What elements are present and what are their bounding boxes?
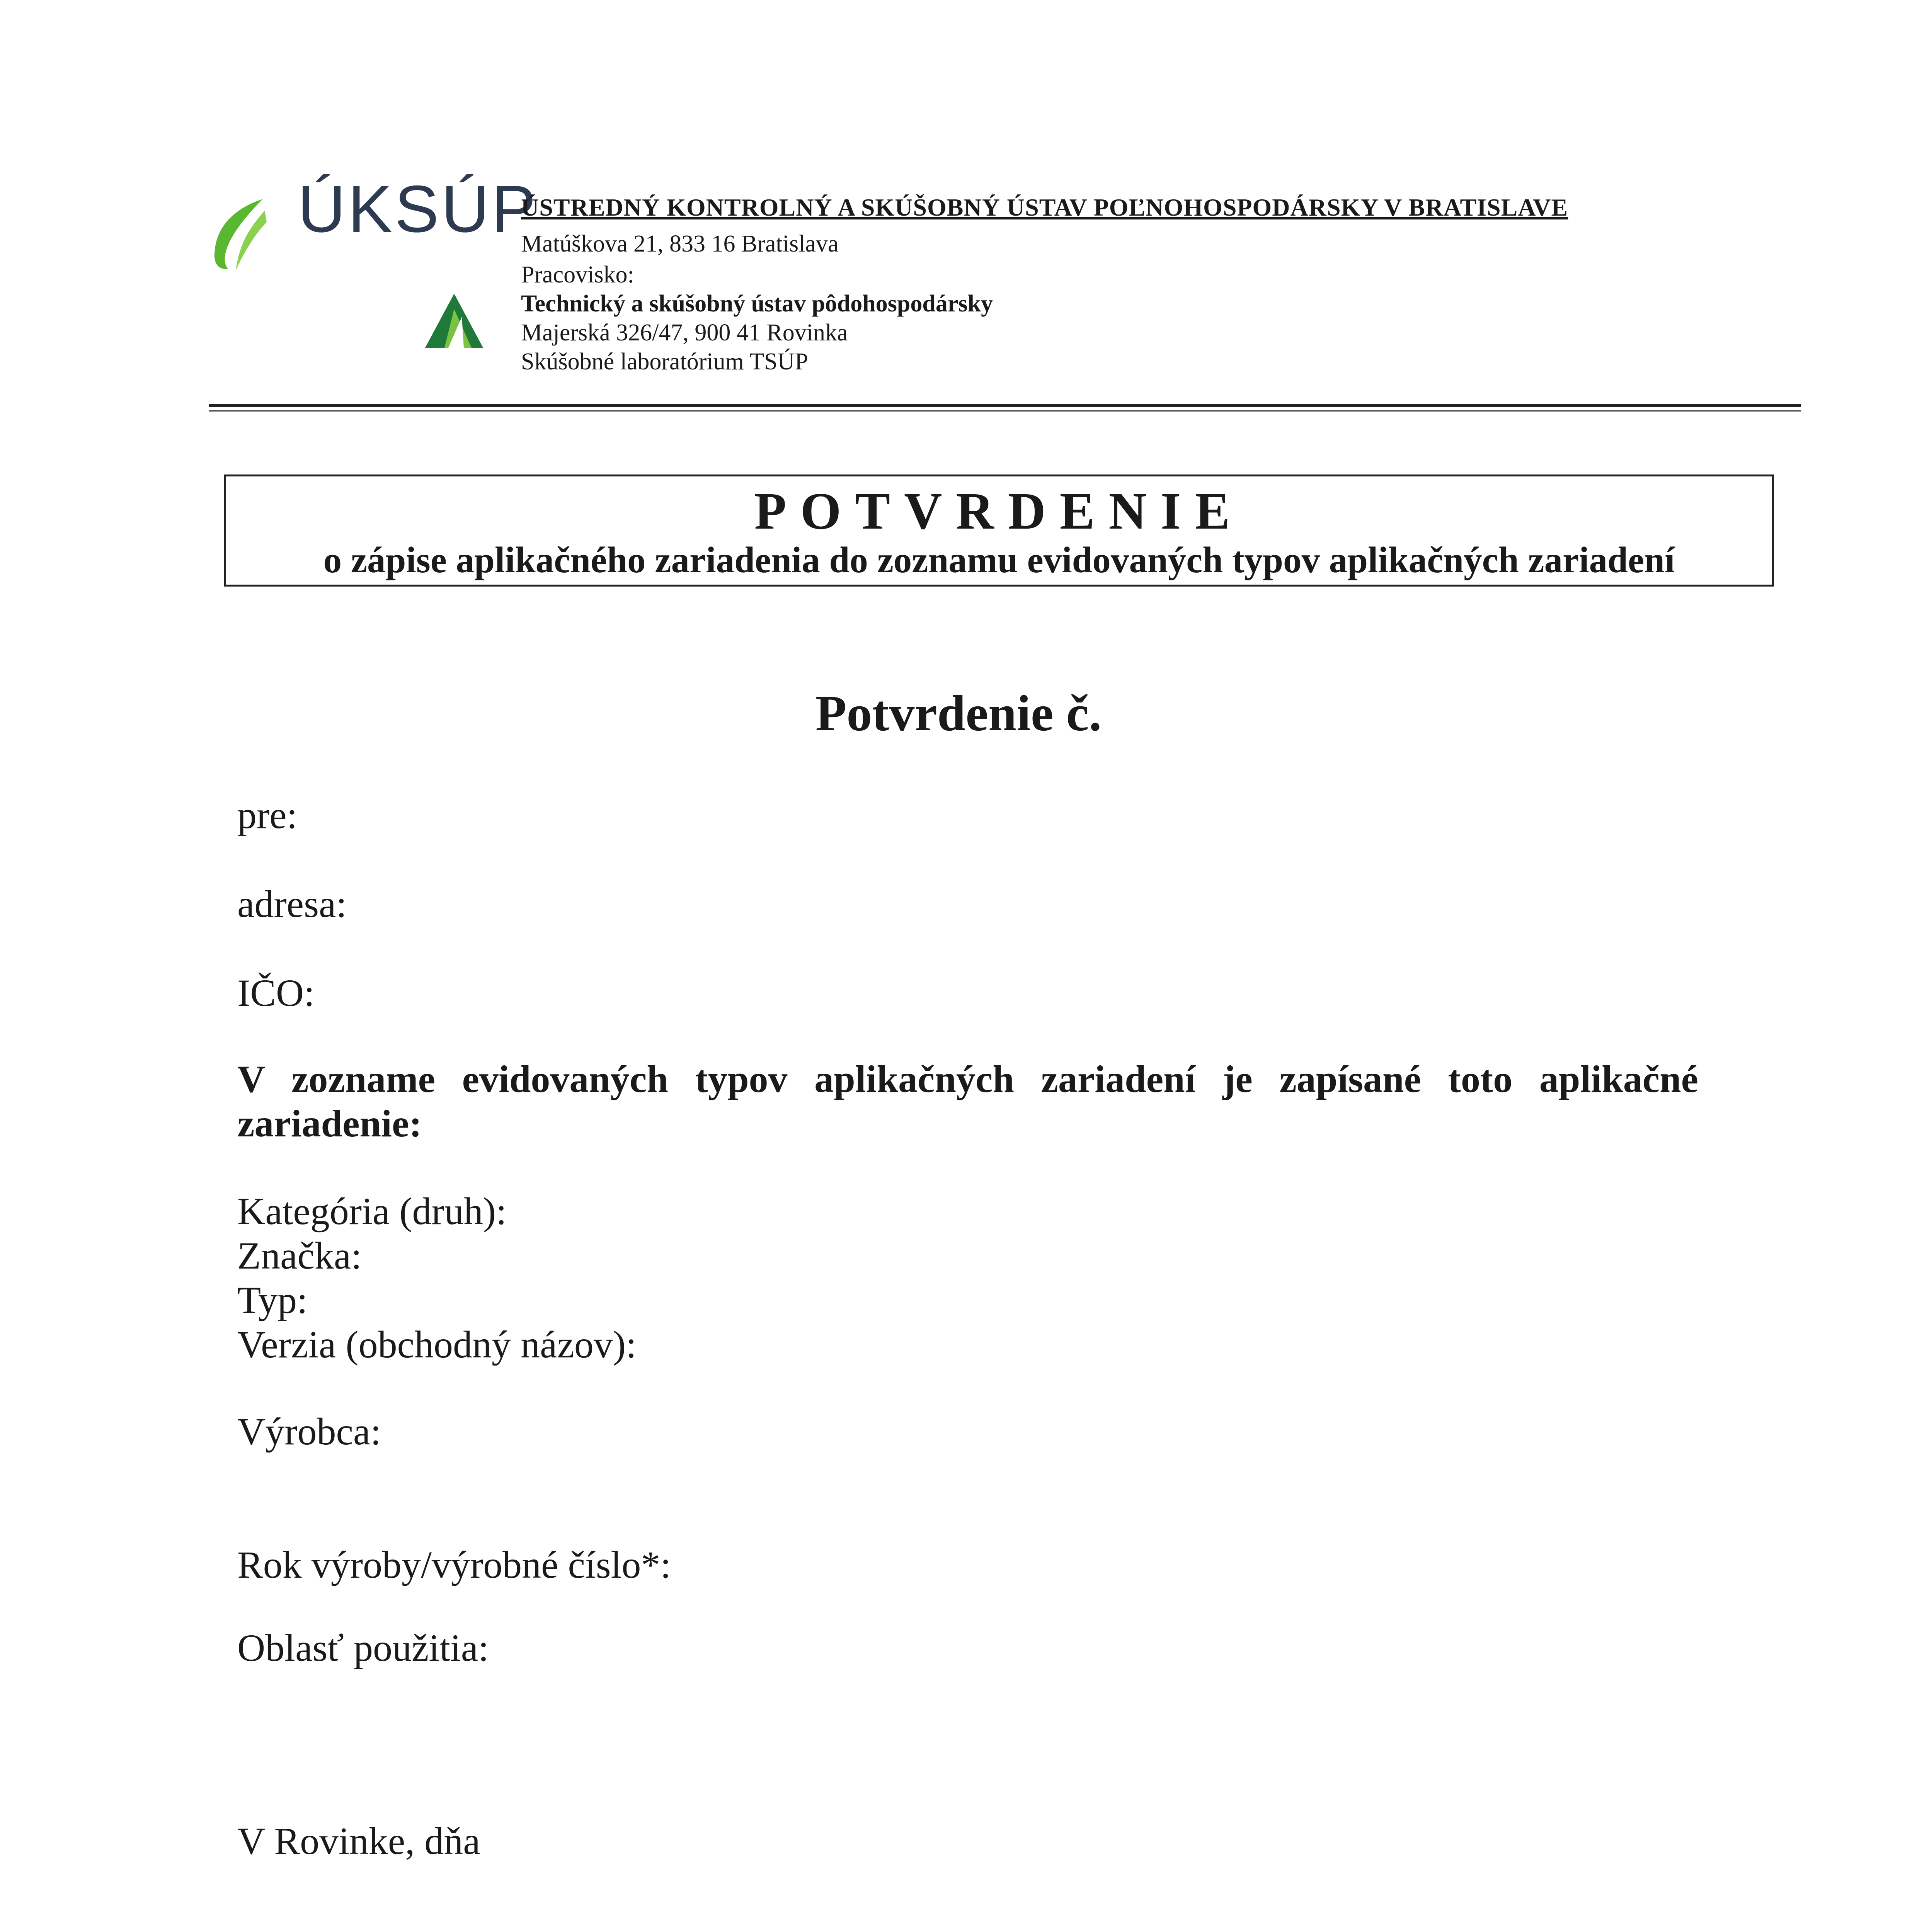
- workplace-address: Majerská 326/47, 900 41 Rovinka: [521, 320, 848, 346]
- year-serial-label: Rok výroby/výrobné číslo*:: [237, 1543, 671, 1586]
- workplace-name: Technický a skúšobný ústav pôdohospodársky: [521, 291, 993, 317]
- document-subtitle: o zápise aplikačného zariadenia do zoznamu evidovaných typov aplikačných zariadení: [323, 539, 1675, 580]
- type-label: Typ:: [237, 1279, 308, 1321]
- certificate-number-label: Potvrdenie č.: [815, 685, 1102, 742]
- place-date-label: V Rovinke, dňa: [237, 1820, 480, 1862]
- institution-address: Matúškova 21, 833 16 Bratislava: [521, 231, 839, 257]
- area-of-use-label: Oblasť použitia:: [237, 1626, 489, 1669]
- green-triangle-icon: [425, 294, 483, 348]
- header-divider-thin: [209, 410, 1801, 412]
- registration-statement: V zozname evidovaných typov aplikačných zariadení je zapísané toto aplikačné zariadenie:: [237, 1058, 1698, 1145]
- logo-text: ÚKSÚP: [298, 172, 538, 246]
- workplace-label: Pracovisko:: [521, 262, 634, 288]
- laboratory-name: Skúšobné laboratórium TSÚP: [521, 349, 808, 375]
- header-divider: [209, 404, 1801, 407]
- leaf-swoosh-icon: [205, 195, 271, 272]
- category-label: Kategória (druh):: [237, 1190, 507, 1233]
- for-label: pre:: [237, 794, 298, 837]
- address-label: adresa:: [237, 883, 347, 925]
- ico-label: IČO:: [237, 971, 315, 1014]
- document-title: POTVRDENIE: [754, 482, 1244, 540]
- brand-label: Značka:: [237, 1234, 362, 1277]
- institution-name: ÚSTREDNÝ KONTROLNÝ A SKÚŠOBNÝ ÚSTAV POĽNOHOSPODÁRSKY V BRATISLAVE: [521, 194, 1568, 221]
- version-label: Verzia (obchodný názov):: [237, 1323, 637, 1366]
- manufacturer-label: Výrobca:: [237, 1410, 381, 1453]
